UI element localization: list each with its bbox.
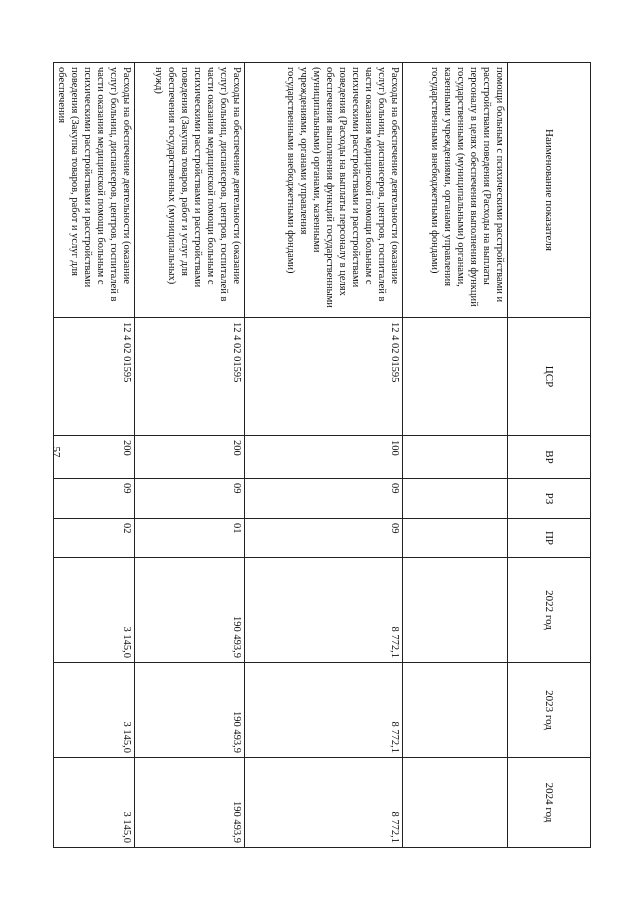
row-vr: 200 <box>54 436 135 479</box>
table-row <box>135 63 245 848</box>
row-pr: 09 <box>245 519 403 558</box>
row-pr: 02 <box>54 519 135 558</box>
row-csr: 12 4 02 01595 <box>245 318 403 436</box>
header-rz: РЗ <box>508 479 591 519</box>
row-csr <box>403 318 508 436</box>
page-number: 57 <box>50 446 62 458</box>
row-2022: 190 493,9 <box>135 558 245 663</box>
row-2023: 190 493,9 <box>135 663 245 758</box>
row-2022 <box>403 558 508 663</box>
row-2022: 8 772,1 <box>245 558 403 663</box>
row-rz: 09 <box>54 479 135 519</box>
row-vr: 100 <box>245 436 403 479</box>
row-2024: 8 772,1 <box>245 758 403 848</box>
row-rz: 09 <box>245 479 403 519</box>
table-row <box>54 63 135 848</box>
header-2024: 2024 год <box>508 758 591 848</box>
row-vr: 200 <box>135 436 245 479</box>
row-rz: 09 <box>135 479 245 519</box>
row-2023: 3 145,0 <box>54 663 135 758</box>
header-name: Наименование показателя <box>508 63 591 318</box>
row-name: помощи больным с психическими расстройствами и расстройствами поведения (Расходы на выплаты персоналу в целях обеспечения выполнения функций государственными (муниципальными) органами, казенными учреждениями, органами управления государственными внебюджетными фондами) <box>403 63 508 318</box>
row-pr: 01 <box>135 519 245 558</box>
header-vr: ВР <box>508 436 591 479</box>
budget-table <box>53 62 591 848</box>
row-name: Расходы на обеспечение деятельности (оказание услуг) больниц, диспансеров, центров, госпиталей в части оказания медицинской помощи больным с психическими расстройствами и расстройствами поведения (Закупка товаров, работ и услуг для обеспечения <box>54 63 135 318</box>
row-2024: 190 493,9 <box>135 758 245 848</box>
row-csr: 12 4 02 01595 <box>135 318 245 436</box>
row-rz <box>403 479 508 519</box>
row-2023: 8 772,1 <box>245 663 403 758</box>
table-row <box>403 63 508 848</box>
row-vr <box>403 436 508 479</box>
header-2022: 2022 год <box>508 558 591 663</box>
row-name: Расходы на обеспечение деятельности (оказание услуг) больниц, диспансеров, центров, госпиталей в части оказания медицинской помощи больным с психическими расстройствами и расстройствами поведения (Закупка товаров, работ и услуг для обеспечения государственных (муниципальных) нужд) <box>135 63 245 318</box>
row-pr <box>403 519 508 558</box>
row-2022: 3 145,0 <box>54 558 135 663</box>
header-2023: 2023 год <box>508 663 591 758</box>
row-2024: 3 145,0 <box>54 758 135 848</box>
table-row <box>245 63 403 848</box>
row-2023 <box>403 663 508 758</box>
row-name: Расходы на обеспечение деятельности (оказание услуг) больниц, диспансеров, центров, госпиталей в части оказания медицинской помощи больным с психическими расстройствами и расстройствами поведения (Расходы на выплаты персоналу в целях обеспечения выполнения функций государственными (муниципальными) органами, казенными учреждениями, органами управления государственными внебюджетными фондами) <box>245 63 403 318</box>
table-header-row <box>508 63 591 848</box>
header-pr: ПР <box>508 519 591 558</box>
header-csr: ЦСР <box>508 318 591 436</box>
row-2024 <box>403 758 508 848</box>
row-csr: 12 4 02 01595 <box>54 318 135 436</box>
